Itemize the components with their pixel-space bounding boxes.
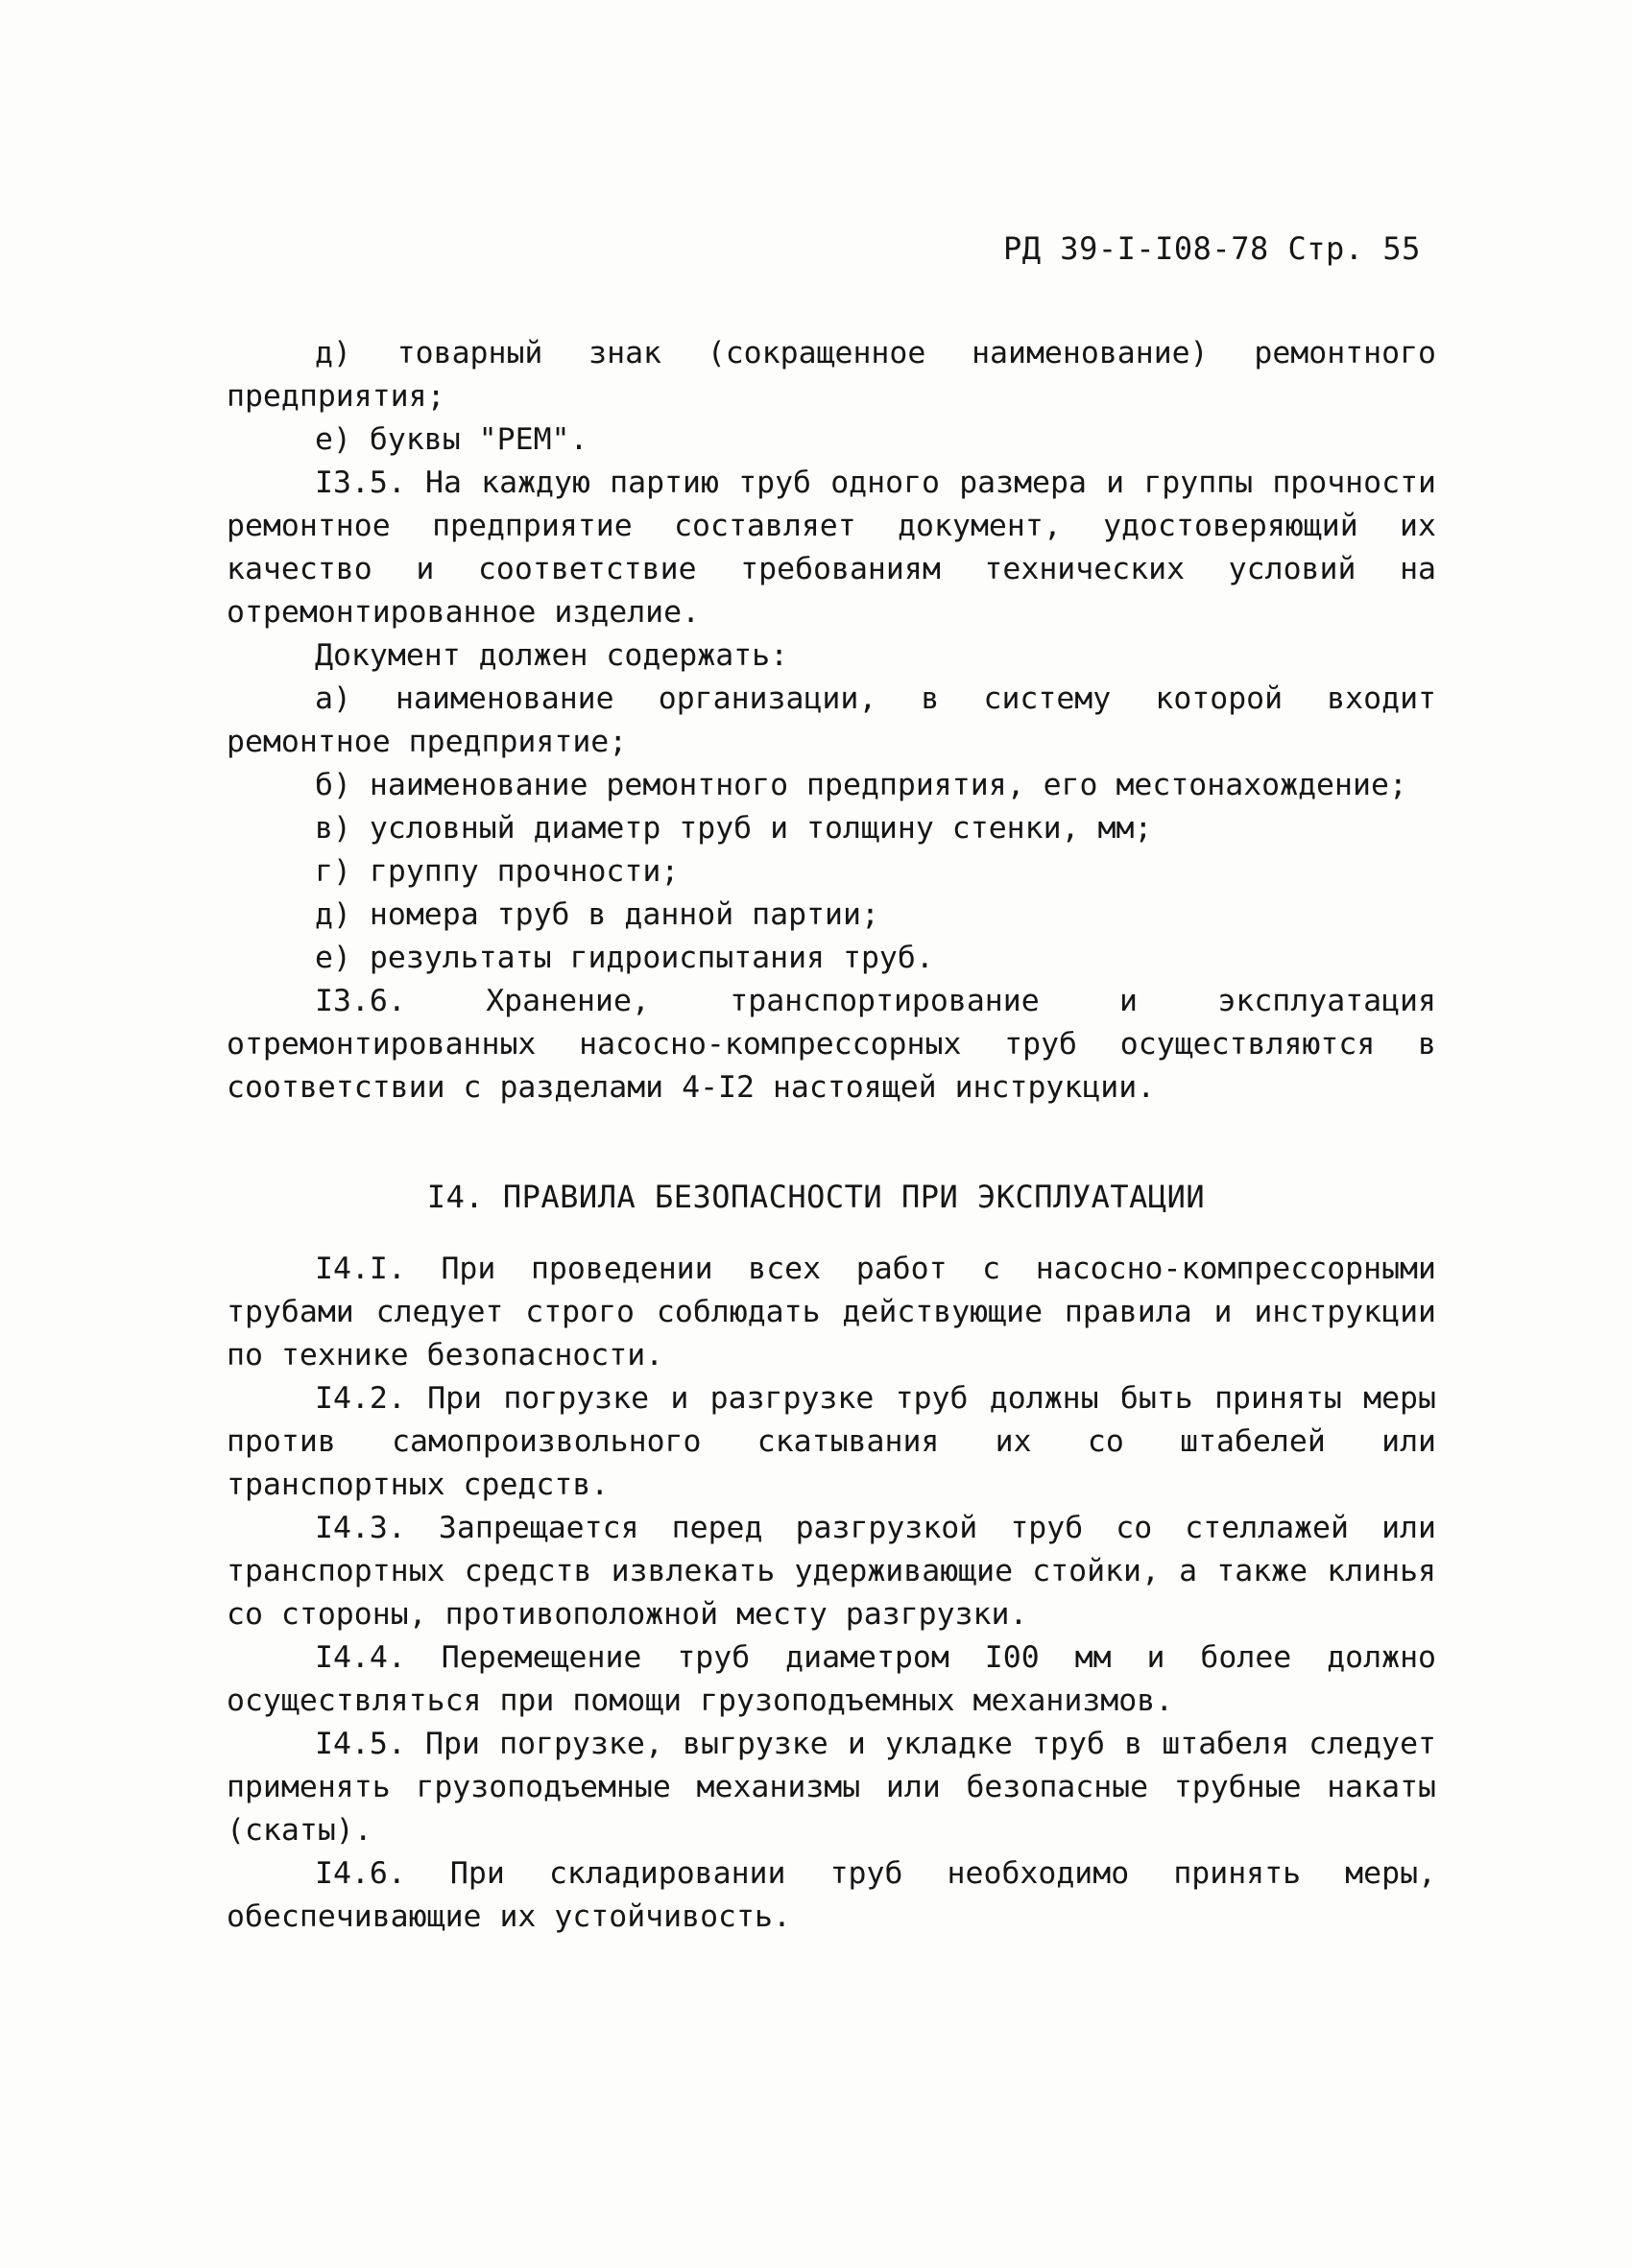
paragraph: I4.5. При погрузке, выгрузке и укладке труб в штабеля следует применять грузоподъемные механизмы или безопасные трубные накаты (скаты). [227, 1727, 1436, 1848]
paragraph: I4.4. Перемещение труб диаметром I00 мм и более должно осуществляться при помощи грузоподъемных механизмов. [227, 1640, 1436, 1718]
list-item: д) товарный знак (сокращенное наименование) ремонтного предприятия; [227, 336, 1436, 414]
section-title: I4. ПРАВИЛА БЕЗОПАСНОСТИ ПРИ ЭКСПЛУАТАЦИИ [426, 1179, 1206, 1215]
list-item: е) результаты гидроиспытания труб. [315, 941, 934, 975]
paragraph: I4.2. При погрузке и разгрузке труб должны быть приняты меры против самопроизвольного скатывания их со штабелей или транспортных средств. [227, 1381, 1436, 1502]
list-item: а) наименование организации, в систему которой входит ремонтное предприятие; [227, 681, 1436, 759]
paragraph: I3.6. Хранение, транспортирование и эксплуатация отремонтированных насосно-компрессорных труб осуществляются в соответствии с разделами 4-I2 настоящей инструкции. [227, 984, 1436, 1105]
paragraph: Документ должен содержать: [315, 638, 789, 673]
paragraph: I3.5. На каждую партию труб одного размера и группы прочности ремонтное предприятие составляет документ, удостоверяющий их качество и соответствие требованиям технических условий на отремонтированное изделие. [227, 466, 1436, 630]
list-item: е) буквы "РЕМ". [315, 422, 588, 457]
page-header: РД 39-I-I08-78 Стр. 55 [1003, 230, 1421, 267]
list-item: г) группу прочности; [315, 854, 680, 889]
paragraph: I4.3. Запрещается перед разгрузкой труб со стеллажей или транспортных средств извлекать удерживающие стойки, а также клинья со стороны, противоположной месту разгрузки. [227, 1511, 1436, 1632]
list-item: д) номера труб в данной партии; [315, 897, 879, 932]
section-13-body [227, 332, 1436, 1110]
paragraph: I4.I. При проведении всех работ с насосно-компрессорными трубами следует строго соблюдать действующие правила и инструкции по технике безопасности. [227, 1252, 1436, 1373]
paragraph: I4.6. При складировании труб необходимо принять меры, обеспечивающие их устойчивость. [227, 1856, 1436, 1934]
list-item: б) наименование ремонтного предприятия, его местонахождение; [315, 768, 1407, 802]
section-14-body [227, 1248, 1436, 1939]
list-item: в) условный диаметр труб и толщину стенки, мм; [315, 811, 1153, 846]
